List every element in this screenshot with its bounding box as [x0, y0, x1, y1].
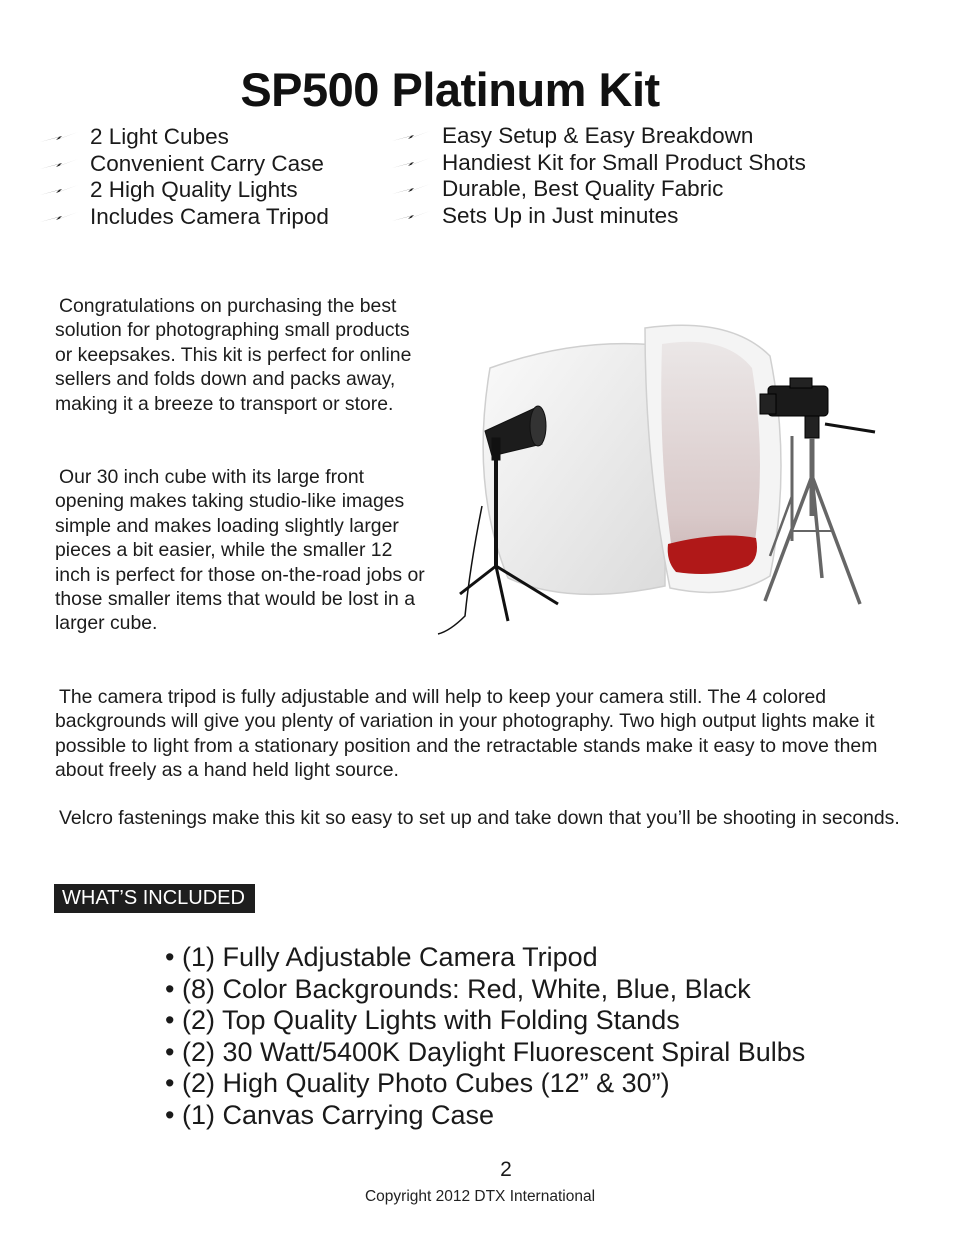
whats-included-label: WHAT’S INCLUDED: [54, 884, 255, 913]
included-item: • (2) 30 Watt/5400K Daylight Fluorescent Spiral Bulbs: [165, 1036, 806, 1067]
feature-item: Handiest Kit for Small Product Shots: [442, 150, 806, 177]
copyright-notice: Copyright 2012 DTX International: [364, 1188, 596, 1205]
included-item: • (1) Fully Adjustable Camera Tripod: [165, 942, 598, 972]
feature-item: Easy Setup & Easy Breakdown: [442, 123, 806, 150]
feature-item: 2 High Quality Lights: [90, 177, 329, 204]
lightning-bolt-icon: [40, 181, 80, 199]
feature-item: Sets Up in Just minutes: [442, 203, 806, 230]
lightning-bolt-icon: [40, 128, 80, 146]
feature-item: Includes Camera Tripod: [90, 204, 329, 231]
lightning-bolt-icon: [392, 207, 432, 225]
lightning-bolt-icon: [392, 154, 432, 172]
included-item: • (2) High Quality Photo Cubes (12” & 30”): [165, 1068, 670, 1098]
feature-list-left: [90, 124, 329, 230]
feature-list-right: [442, 123, 806, 229]
page-number: 2: [500, 1158, 512, 1181]
lightning-bolt-icon: [40, 155, 80, 173]
included-item: • (1) Canvas Carrying Case: [165, 1099, 495, 1130]
included-list: [165, 942, 805, 1131]
feature-item: Durable, Best Quality Fabric: [442, 176, 806, 203]
lightning-bolt-icon: [392, 180, 432, 198]
intro-paragraph: Congratulations on purchasing the best solution for photographing small products or keepsakes. This kit is perfect for online sellers and folds down and packs away, making it a breeze to transport or store.: [55, 295, 412, 415]
tripod-paragraph: The camera tripod is fully adjustable and will help to keep your camera still. The 4 colored backgrounds will give you plenty of variation in your photography. Two high output lights make it possible to light from a stationary position and the retractable stands make it easy to move them about freely as a hand held light source.: [55, 686, 878, 782]
light-cube-side: [483, 344, 665, 595]
velcro-paragraph: Velcro fastenings make this kit so easy to set up and take down that you’ll be shooting in seconds.: [59, 807, 900, 829]
included-item: • (2) Top Quality Lights with Folding Stands: [165, 1005, 680, 1035]
lightning-bolt-icon: [40, 208, 80, 226]
cube-paragraph: Our 30 inch cube with its large front opening makes taking studio-like images simple and makes loading slightly larger pieces a bit easier, while the smaller 12 inch is perfect for those on-the-road jobs or those smaller items that would be lost in a larger cube.: [55, 466, 425, 635]
product-photo: [430, 316, 900, 636]
lightning-bolt-icon: [392, 127, 432, 145]
feature-item: Convenient Carry Case: [90, 151, 329, 178]
feature-item: 2 Light Cubes: [90, 124, 329, 151]
page-title: SP500 Platinum Kit: [240, 63, 660, 116]
included-item: • (8) Color Backgrounds: Red, White, Blue, Black: [165, 973, 751, 1004]
